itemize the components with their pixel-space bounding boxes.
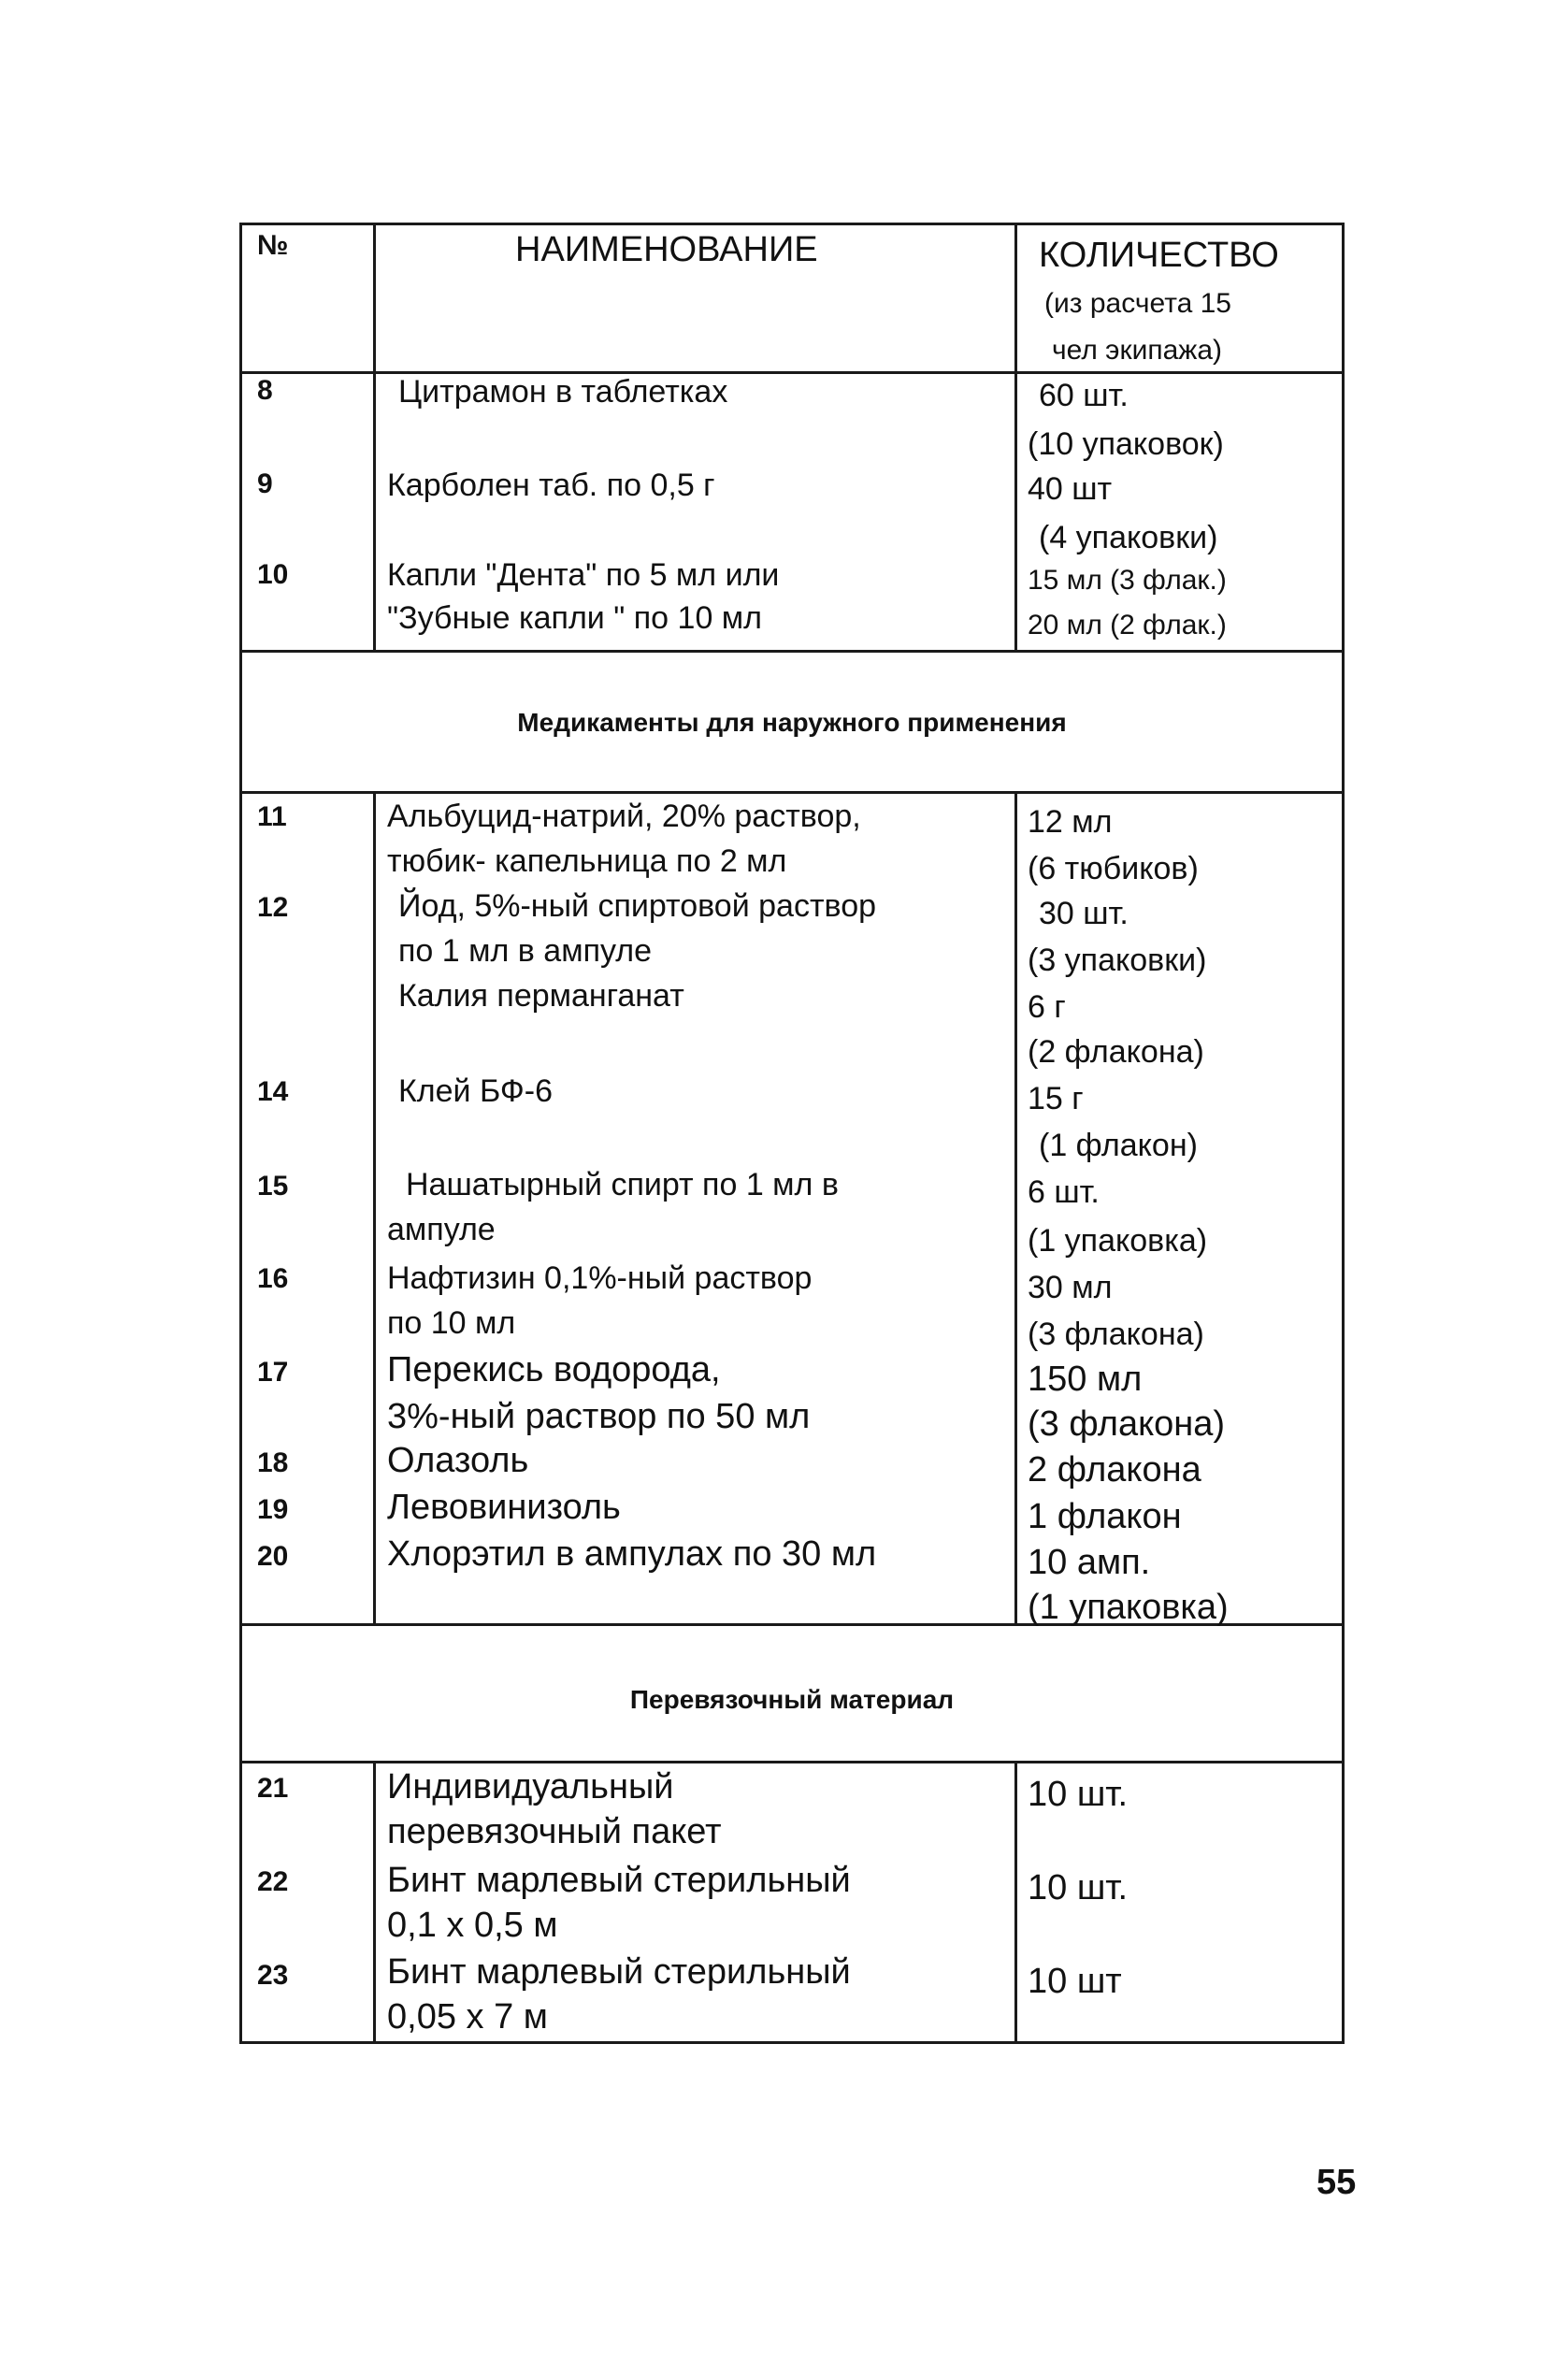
header-quantity-note-2: чел экипажа) [1052,335,1223,366]
row-quantity: 40 шт [1028,471,1113,507]
row-quantity: 15 г [1028,1081,1084,1116]
row-quantity: 60 шт. [1039,378,1129,413]
row-quantity-note: (3 флакона) [1028,1404,1226,1444]
row-quantity-note: (4 упаковки) [1039,520,1218,555]
col-sep-1-top [373,223,376,652]
row-number: 11 [257,801,287,832]
row-number: 8 [257,375,273,406]
row-name-line2: по 10 мл [387,1305,516,1341]
row-quantity: 10 амп. [1028,1543,1151,1582]
row-name: Хлорэтил в ампулах по 30 мл [387,1534,877,1574]
col-sep-2-mid [1014,791,1017,1625]
table-bottom-rule [242,2041,1342,2044]
row-name: Йод, 5%-ный спиртовой раствор [398,888,877,924]
row-quantity: 30 мл [1028,1270,1113,1305]
row-quantity-note: (3 упаковки) [1028,943,1207,978]
row-quantity: 10 шт [1028,1962,1122,2001]
row-quantity-note: (10 упаковок) [1028,426,1224,462]
row-name: Нафтизин 0,1%-ный раствор [387,1260,813,1296]
row-number: 18 [257,1447,289,1478]
row-quantity-note: (1 флакон) [1039,1128,1198,1163]
row-number: 17 [257,1357,289,1388]
row-name: Индивидуальный [387,1767,674,1806]
row-name-line2: по 1 мл в ампуле [398,933,652,969]
row-number: 23 [257,1960,289,1991]
section-title: Перевязочный материал [629,1685,955,1714]
row-name: Бинт марлевый стерильный [387,1952,851,1992]
row-name: Олазоль [387,1441,529,1480]
row-number: 15 [257,1171,289,1202]
col-sep-1-bot [373,1761,376,2043]
row-name-line2: 3%-ный раствор по 50 мл [387,1397,811,1436]
row-quantity: 6 шт. [1028,1174,1100,1210]
row-name-line2: перевязочный пакет [387,1812,722,1851]
row-quantity: 150 мл [1028,1360,1143,1399]
row-name: Бинт марлевый стерильный [387,1861,851,1900]
row-name-line2: 0,1 х 0,5 м [387,1906,558,1945]
col-sep-2-top [1014,223,1017,652]
row-quantity-note: (1 упаковка) [1028,1223,1208,1259]
row-quantity: 10 шт. [1028,1775,1129,1814]
row-name: Левовинизоль [387,1488,621,1527]
row-quantity-note: (2 флакона) [1028,1034,1204,1070]
row-quantity: 10 шт. [1028,1868,1129,1907]
row-name-line2: "Зубные капли " по 10 мл [387,600,763,636]
header-name: НАИМЕНОВАНИЕ [515,230,818,269]
header-number: № [257,230,289,261]
row-name: Нашатырный спирт по 1 мл в [406,1167,839,1202]
row-number: 9 [257,468,273,499]
row-name-line2: тюбик- капельница по 2 мл [387,843,787,879]
row-quantity: 1 флакон [1028,1497,1182,1536]
row-number: 22 [257,1866,289,1897]
group1-bottom-rule [242,650,1342,653]
row-name: Клей БФ-6 [398,1073,554,1109]
row-quantity: 30 шт. [1039,896,1129,931]
row-quantity: 12 мл [1028,804,1113,840]
row-name: Перекись водорода, [387,1350,721,1389]
row-number: 19 [257,1494,289,1525]
row-number: 10 [257,559,289,590]
row-quantity-alt: 20 мл (2 флак.) [1028,610,1227,641]
row-number: 12 [257,892,289,923]
row-name-line2: 0,05 х 7 м [387,1997,548,2037]
row-quantity: 6 г [1028,989,1066,1025]
row-quantity: 15 мл (3 флак.) [1028,565,1227,596]
row-quantity-note: (3 флакона) [1028,1317,1204,1352]
row-number: 14 [257,1076,289,1107]
supplies-table [239,223,1345,2044]
table-top-rule [242,223,1342,225]
row-name: Цитрамон в таблетках [398,374,728,410]
col-sep-2-bot [1014,1761,1017,2043]
col-sep-1-mid [373,791,376,1625]
section1-bottom-rule [242,791,1342,794]
row-number: 20 [257,1541,289,1572]
row-name: Калия перманганат [398,978,684,1014]
row-name: Карболен таб. по 0,5 г [387,468,715,503]
row-name: Альбуцид-натрий, 20% раствор, [387,799,861,834]
row-name: Капли "Дента" по 5 мл или [387,557,780,593]
row-number: 16 [257,1263,289,1294]
row-quantity-note: (6 тюбиков) [1028,851,1199,886]
row-name-line2: ампуле [387,1212,496,1247]
section2-bottom-rule [242,1761,1342,1763]
section-title: Медикаменты для наружного применения [517,708,1067,737]
page-number: 55 [1316,2163,1357,2202]
header-quantity-note-1: (из расчета 15 [1044,288,1231,319]
row-quantity: 2 флакона [1028,1450,1201,1490]
header-quantity: КОЛИЧЕСТВО [1039,236,1279,275]
row-quantity-note: (1 упаковка) [1028,1588,1229,1627]
row-number: 21 [257,1773,289,1804]
